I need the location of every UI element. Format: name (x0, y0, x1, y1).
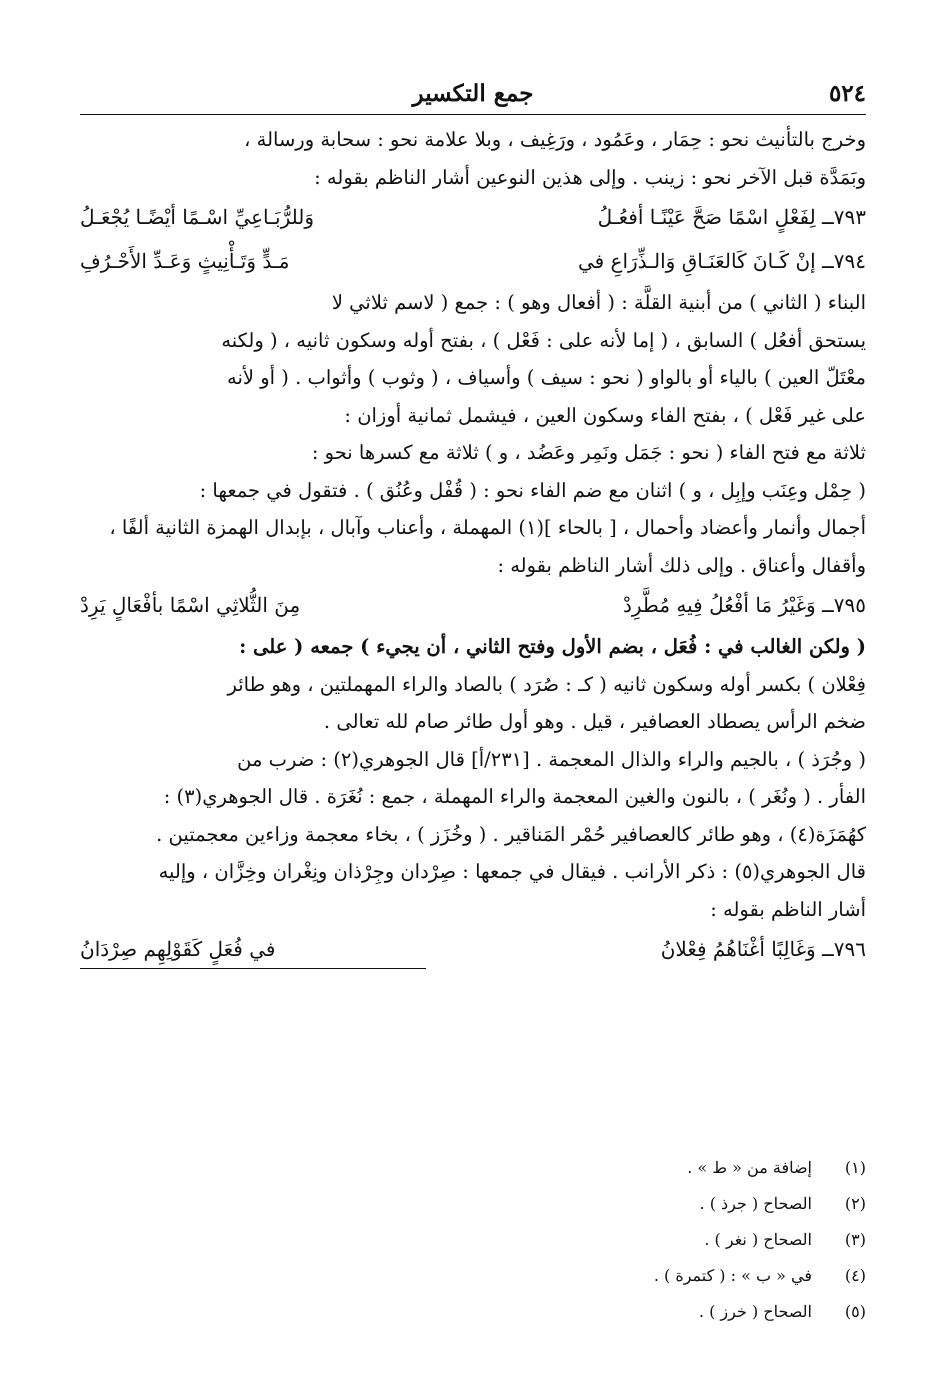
text-line: ضخم الرأس يصطاد العصافير ، قيل . وهو أول طائر صام لله تعالى . (323, 710, 866, 733)
footnote-number: (١) (844, 1158, 866, 1177)
footnote (80, 1150, 866, 1186)
footnote-number: (٤) (844, 1266, 866, 1285)
footnote-number: (٥) (844, 1302, 866, 1321)
text-line: ثلاثة مع فتح الفاء ( نحو : جَمَل ونَمِر وعَضُد ، و ) ثلاثة مع كسرها نحو : (311, 441, 866, 464)
text-line: ( وجُرَذ ) ، بالجيم والراء والذال المعجمة . [٢٣١/أ] قال الجوهري(٢) : ضرب من (237, 747, 866, 771)
verse-795 (80, 584, 866, 628)
text-line: فِعْلان ) بكسر أوله وسكون ثانيه ( كـ : صُرَد ) بالصاد والراء المهملتين ، وهو طائر (227, 672, 866, 696)
text-line: أجمال وأنمار وأعضاد وأحمال ، [ بالحاء ](١) المهملة ، وأعناب وآبال ، بإبدال الهمزة الثانية ألفًا ، (109, 516, 866, 539)
verse-hemistich-first: ٧٩٣ــ لِفَعْلٍ اسْمًا صَحَّ عَيْنًـا أفعُـلُ (597, 205, 866, 230)
footnote (80, 1258, 866, 1294)
text-line: ( ولكن الغالب في : فُعَل ، بضم الأول وفتح الثاني ، أن يجيء ) جمعه ( على : (239, 635, 866, 658)
text-line: كهُمَزَة(٤) ، وهو طائر كالعصافير حُمْر المَناقير . ( وخُزَز ) ، بخاء معجمة وزاءين معجمتين . (156, 822, 866, 846)
page (80, 78, 866, 972)
text-line: قال الجوهري(٥) : ذكر الأرانب . فيقال في جمعها : صِرْدان وجِرْذان ونِغْران وخِزَّان ، وإليه (158, 860, 866, 883)
page-title: جمع التكسير (412, 80, 534, 107)
footnote-number: (٣) (844, 1230, 866, 1249)
page-body (80, 121, 866, 972)
text-line: يستحق أفعُل ) السابق ، ( إما لأنه على : فَعْل ) ، بفتح أوله وسكون ثانيه ، ( ولكنه (221, 328, 866, 352)
footnote-text: الصحاح ( جرذ ) . (699, 1194, 812, 1213)
footnote (80, 1294, 866, 1330)
footnote (80, 1222, 866, 1258)
verse-794 (80, 240, 866, 284)
verse-hemistich-second: مِنَ الثُّلاثِي اسْمًا بأفْعَالٍ يَرِدْ (80, 593, 301, 618)
text-line: معْتَلّ العين ) بالياء أو بالواو ( نحو : سيف ) وأسياف ، ( وثوب ) وأثواب . ( أو لأنه (227, 366, 866, 389)
text-line: ( حِمْل وعِنَب وإبِل ، و ) اثنان مع ضم الفاء نحو : ( قُفْل وعُنُق ) . فتقول في جمعها : (199, 478, 866, 502)
verse-hemistich-second: في فُعَلٍ كَقَوْلِهِم صِرْدَانُ (80, 931, 426, 970)
verse-793 (80, 196, 866, 240)
text-line: أشار الناظم بقوله : (710, 897, 866, 921)
footnote-text: في « ب » : ( كتمرة ) . (653, 1266, 812, 1285)
text-line: على غير فَعْل ) ، بفتح الفاء وسكون العين ، فيشمل ثمانية أوزان : (344, 403, 866, 427)
verse-hemistich-first: ٧٩٤ــ إنْ كَـانَ كَالعَنَـاقِ وَالـذِّرَاعِ في (577, 249, 866, 274)
text-line: الفأر . ( ونُغَر ) ، بالنون والغين المعجمة والراء المهملة ، جمع : نُغَرَة . قال الجوهري(٣) : (163, 785, 866, 808)
text-line: البناء ( الثاني ) من أبنية القلَّة : ( أفعال وهو ) : جمع ( لاسم ثلاثي لا (331, 291, 866, 314)
footnote-number: (٢) (844, 1194, 866, 1213)
page-number: ٥٢٤ (828, 80, 866, 107)
text-line: وبَمَدَّة قبل الآخر نحو : زينب . وإلى هذين النوعين أشار الناظم بقوله : (314, 165, 866, 189)
footnotes (80, 1150, 866, 1330)
verse-hemistich-first: ٧٩٦ــ وَغَالِبًا أغْنَاهُمُ فِعْلانُ (660, 937, 866, 962)
footnote-text: إضافة من « ط » . (687, 1158, 812, 1177)
footnote-text: الصحاح ( خرز ) . (698, 1302, 812, 1321)
verse-796 (80, 928, 866, 972)
page-header (80, 78, 866, 115)
verse-hemistich-first: ٧٩٥ــ وَغَيْرُ مَا أفْعُلُ فِيهِ مُطَّرِدْ (622, 593, 866, 618)
text-line: وأقفال وأعناق . وإلى ذلك أشار الناظم بقوله : (497, 553, 866, 577)
verse-hemistich-second: مَـدٍّ وَتَـأْنِيثٍ وَعَـدِّ الأَحْـرُفِ (80, 249, 290, 274)
verse-hemistich-second: وَللرُّبَـاعِيِّ اسْـمًا أيْضًـا يُجْعَـلُ (80, 205, 314, 230)
footnote-text: الصحاح ( نغر ) . (704, 1230, 812, 1249)
footnote (80, 1186, 866, 1222)
text-line: وخرج بالتأنيث نحو : حِمَار ، وعَمُود ، ورَغِيف ، وبلا علامة نحو : سحابة ورسالة ، (244, 128, 866, 151)
